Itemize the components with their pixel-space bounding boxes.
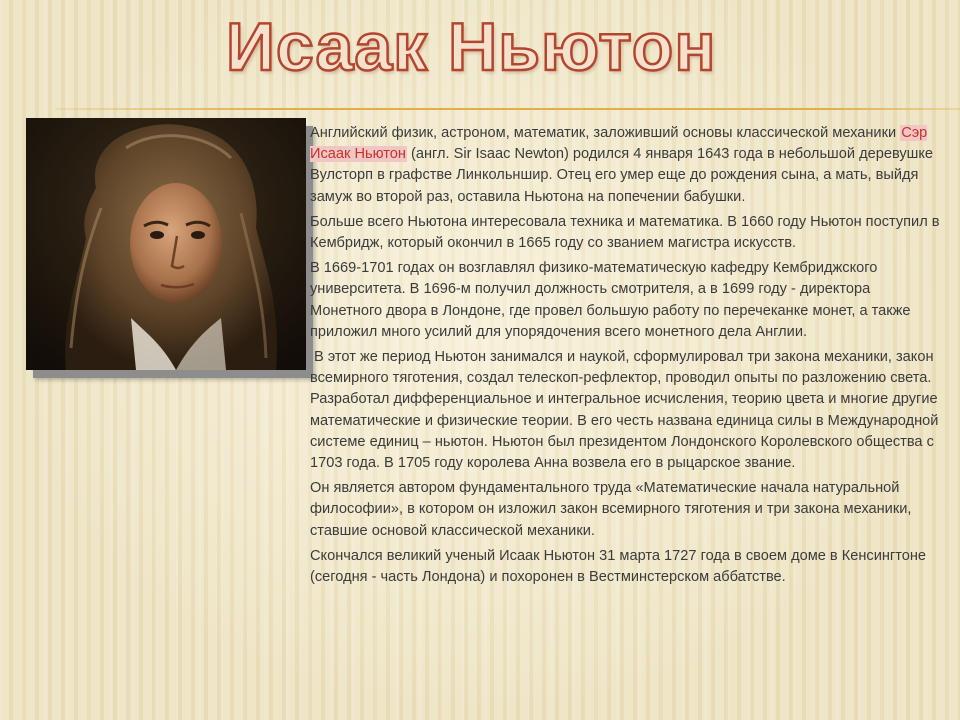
biography-text	[310, 123, 945, 592]
paragraph: В 1669-1701 годах он возглавлял физико-математическую кафедру Кембриджского университета. В 1696-м получил должность смотрителя, а в 1699 году - директора Монетного двора в Лондоне, где провел большую работу по перечеканке монет, а также приложил много усилий для упорядочения всего монетного дела Англии.	[310, 260, 911, 340]
paragraph: Больше всего Ньютона интересовала техника и математика. В 1660 году Ньютон поступил в Кембридж, который окончил в 1665 году со званием магистра искусств.	[310, 213, 940, 252]
title-divider	[55, 108, 960, 110]
paragraph: Скончался великий ученый Исаак Ньютон 31 марта 1727 года в своем доме в Кенсингтоне (сегодня - часть Лондона) и похоронен в Вестминстерском аббатстве.	[310, 547, 927, 586]
paragraph	[310, 123, 945, 208]
slide-title: Исаак Ньютон	[226, 9, 717, 85]
paragraph-text: Английский физик, астроном, математик, заложивший основы классической механики	[310, 125, 901, 141]
highlighted-name: Сэр Исаак Ньютон	[310, 125, 928, 163]
paragraph-text: (англ. Sir Isaac Newton) родился 4 января 1643 года в небольшой деревушке Вулсторп в графстве Линкольншир. Отец его умер еще до рождения сына, а мать, выйдя замуж во второй раз, оставила Ньютона на попечении бабушки.	[310, 146, 934, 205]
newton-portrait-icon	[26, 118, 306, 370]
newton-portrait	[26, 118, 306, 370]
paragraph: В этот же период Ньютон занимался и наукой, сформулировал три закона механики, закон всемирного тяготения, создал телескоп-рефлектор, проводил опыты по разложению света. Разработал дифференциальное и интегральное исчисления, теорию цвета и многие другие математические и физические теории. В его честь названа единица силы в Международной системе единиц – ньютон. Ньютон был президентом Лондонского Королевского общества с 1703 года. В 1705 году королева Анна возвела его в рыцарское звание.	[310, 349, 939, 472]
paragraph: Он является автором фундаментального труда «Математические начала натуральной философии», в котором он изложил закон всемирного тяготения и три закона механики, ставшие основой классической механики.	[310, 480, 912, 539]
